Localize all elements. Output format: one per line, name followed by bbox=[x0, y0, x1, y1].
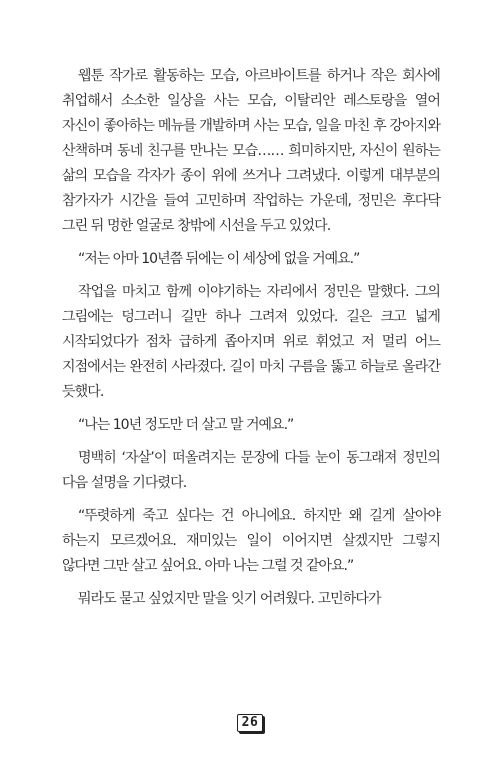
paragraph-3: 명백히 ‘자살’이 떠올려지는 문장에 다들 눈이 동그래져 정민의 다음 설명을 기다렸다. bbox=[62, 450, 440, 491]
page-number: 26 bbox=[237, 714, 264, 732]
dialogue-1: “저는 아마 10년쯤 뒤에는 이 세상에 없을 거예요.” bbox=[78, 251, 360, 267]
page-number-badge bbox=[231, 714, 269, 732]
paragraph-2: 작업을 마치고 함께 이야기하는 자리에서 정민은 말했다. 그의 그림에는 덩그러니 길만 하나 그려져 있었다. 길은 크고 넓게 시작되었다가 점차 급하게 좁아지며 위로 휘었고 저 멀리 어느 지점에서는 완전히 사라졌다. 길이 마치 구름을 뚫고 하늘로 올라간 듯했다. bbox=[62, 284, 440, 400]
paragraph-1: 웹툰 작가로 활동하는 모습, 아르바이트를 하거나 작은 회사에 취업해서 소소한 일상을 사는 모습, 이탈리안 레스토랑을 열어 자신이 좋아하는 메뉴를 개발하며 사는 모습, 일을 마친 후 강아지와 산책하며 동네 친구를 만나는 모습…… 희미하지만, 자신이 원하는 삶의 모습을 각자가 종이 위에 쓰거나 그려냈다. 이렇게 대부분의 참가자가 시간을 들여 고민하며 작업하는 가운데, 정민은 후다닥 그린 뒤 멍한 얼굴로 창밖에 시선을 두고 있었다. bbox=[62, 68, 440, 234]
paragraph-4: 뭐라도 묻고 싶었지만 말을 잇기 어려웠다. 고민하다가 bbox=[78, 591, 381, 607]
dialogue-2: “나는 10년 정도만 더 살고 말 거예요.” bbox=[78, 417, 294, 433]
dialogue-3: “뚜렷하게 죽고 싶다는 건 아니에요. 하지만 왜 길게 살아야 하는지 모르겠어요. 재미있는 일이 이어지면 살겠지만 그렇지 않다면 그만 살고 싶어요. 아마 나는 그럴 것 같아요.” bbox=[62, 508, 440, 574]
page-body bbox=[62, 64, 440, 620]
